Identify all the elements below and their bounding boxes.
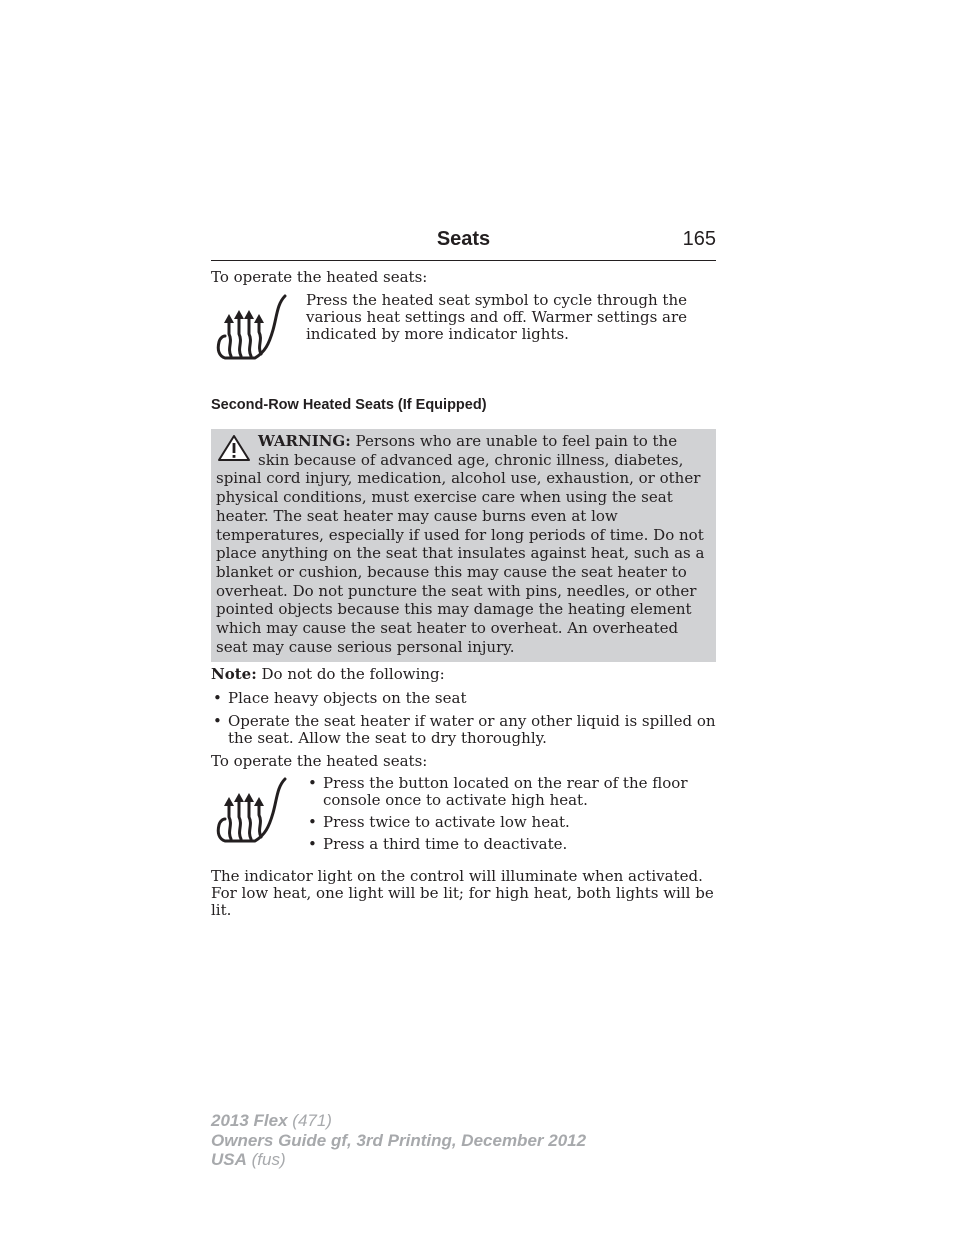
footer-line-market: USA (fus) bbox=[211, 1150, 286, 1169]
list-item: • Operate the seat heater if water or any other liquid is spilled on the seat. Allow the seat to dry thoroughly. bbox=[213, 712, 716, 748]
intro-text: Press the heated seat symbol to cycle through the various heat settings and off. Warmer settings are indicated by more indicator lights. bbox=[306, 291, 688, 343]
list-item: • Press a third time to deactivate. bbox=[308, 835, 568, 854]
note-list bbox=[211, 690, 716, 747]
manual-page bbox=[211, 226, 716, 919]
page-header bbox=[211, 226, 716, 261]
list-item: • Place heavy objects on the seat bbox=[213, 689, 467, 708]
list-item: • Press twice to activate low heat. bbox=[308, 813, 570, 832]
list-item: • Press the button located on the rear of the floor console once to activate high heat. bbox=[308, 774, 688, 810]
heated-seat-icon bbox=[211, 292, 306, 364]
note-text: Do not do the following: bbox=[256, 665, 445, 684]
final-paragraph: The indicator light on the control will illuminate when activated. For low heat, one light will be lit; for high heat, both lights will be lit. bbox=[211, 867, 714, 920]
section-heading: Second-Row Heated Seats (If Equipped) bbox=[211, 397, 487, 413]
intro-icon-row bbox=[211, 292, 716, 364]
note bbox=[211, 666, 716, 683]
page-number: 165 bbox=[682, 228, 716, 250]
warning-triangle-icon bbox=[216, 433, 252, 465]
operate-icon-row bbox=[211, 775, 716, 858]
operate-lead: To operate the heated seats: bbox=[211, 752, 428, 771]
intro-lead: To operate the heated seats: bbox=[211, 268, 428, 286]
footer-line-model: 2013 Flex (471) bbox=[211, 1111, 332, 1130]
note-label: Note: bbox=[211, 665, 257, 684]
warning-text: Persons who are unable to feel pain to the skin because of advanced age, chronic illness, diabetes, spinal cord injury, medication, alcohol use, exhaustion, or other physical conditions, must exercise care when using the seat heater. The seat heater may cause burns even at low temperatures, especially if used for long periods of time. Do not place anything on the seat that insulates against heat, such as a blanket or cushion, because this may cause the seat heater to overheat. Do not puncture the seat with pins, needles, or other pointed objects because this may damage the heating element which may cause the seat heater to overheat. An overheated seat may cause serious personal injury. bbox=[216, 432, 705, 656]
operate-steps bbox=[306, 775, 716, 858]
footer-line-edition: Owners Guide gf, 3rd Printing, December 2012 bbox=[211, 1130, 587, 1150]
page-title: Seats bbox=[436, 228, 491, 250]
page-footer bbox=[211, 1111, 586, 1170]
heated-seat-icon bbox=[211, 775, 306, 858]
warning-label: WARNING: bbox=[258, 432, 351, 450]
warning-box bbox=[211, 429, 716, 662]
